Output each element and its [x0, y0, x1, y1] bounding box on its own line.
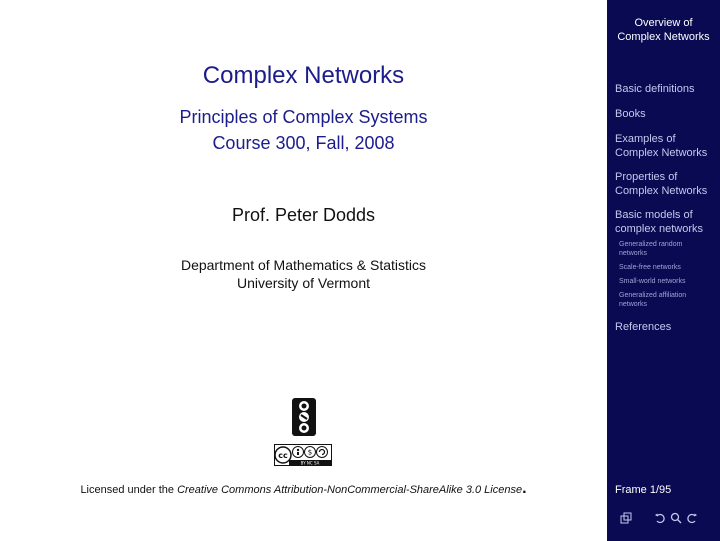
- license-suffix: .: [522, 480, 527, 497]
- sidebar-subitem-generalized-random[interactable]: [607, 240, 720, 258]
- redo-icon[interactable]: [686, 512, 698, 526]
- sidebar-navigation: [607, 0, 720, 541]
- cc-badge-text: cc: [278, 451, 288, 460]
- sidebar-subitem-label: Generalized affiliation: [619, 292, 687, 299]
- frame-nav-icon[interactable]: [620, 512, 632, 526]
- license-prefix: Licensed under the: [80, 484, 178, 496]
- sidebar-subitem-small-world[interactable]: [607, 277, 720, 286]
- sidebar-header-line-2: Complex Networks: [617, 30, 710, 43]
- sidebar-item-overview[interactable]: [607, 17, 720, 44]
- sidebar-header-line-1: Overview of: [634, 17, 693, 29]
- svg-text:$: $: [307, 448, 313, 457]
- sidebar-subitem-label: Generalized random: [619, 241, 683, 248]
- undo-icon[interactable]: [654, 512, 666, 526]
- sidebar-item-label: Complex Networks: [615, 146, 708, 159]
- sidebar-item-properties[interactable]: [607, 171, 720, 198]
- frame-counter: Frame 1/95: [615, 484, 672, 496]
- sidebar-item-label: Examples of: [615, 133, 676, 145]
- uvm-logo-icon: [291, 397, 317, 437]
- license-text: [0, 480, 607, 498]
- sidebar-item-label: Books: [615, 108, 646, 120]
- slide-title: Complex Networks: [202, 62, 405, 89]
- sidebar-item-examples[interactable]: [607, 133, 720, 160]
- sidebar-subitem-label: networks: [619, 301, 648, 308]
- subtitle-line-1: Principles of Complex Systems: [179, 107, 428, 127]
- sidebar-item-references[interactable]: [607, 321, 720, 335]
- sidebar-item-basic-models[interactable]: [607, 209, 720, 236]
- sidebar-item-basic-definitions[interactable]: [607, 83, 720, 97]
- institution-line-2: University of Vermont: [236, 275, 371, 291]
- sidebar-subitem-label: Scale-free networks: [619, 264, 681, 271]
- cc-license-icon: [274, 444, 332, 466]
- sidebar-item-label: References: [615, 321, 672, 333]
- sidebar-subitem-label: Small-world networks: [619, 278, 686, 285]
- sidebar-item-label: Complex Networks: [615, 184, 708, 197]
- sidebar-item-label: complex networks: [615, 222, 704, 235]
- sidebar-subitem-label: networks: [619, 250, 648, 257]
- sidebar-subitem-generalized-affiliation[interactable]: [607, 291, 720, 309]
- sidebar-subitem-scale-free[interactable]: [607, 263, 720, 272]
- author-name: Prof. Peter Dodds: [231, 205, 376, 225]
- sidebar-item-label: Basic models of: [615, 209, 693, 221]
- sidebar-item-label: Properties of: [615, 171, 678, 183]
- search-icon[interactable]: [670, 512, 682, 526]
- sidebar-item-books[interactable]: [607, 108, 720, 122]
- institution: [0, 256, 607, 292]
- institution-line-1: Department of Mathematics & Statistics: [180, 257, 427, 273]
- slide-subtitle: [0, 104, 607, 156]
- subtitle-line-2: Course 300, Fall, 2008: [212, 133, 395, 153]
- license-name: Creative Commons Attribution-NonCommercial-ShareAlike 3.0 License: [177, 484, 523, 496]
- cc-badge-terms: BY NC SA: [300, 460, 320, 466]
- sidebar-item-label: Basic definitions: [615, 83, 695, 95]
